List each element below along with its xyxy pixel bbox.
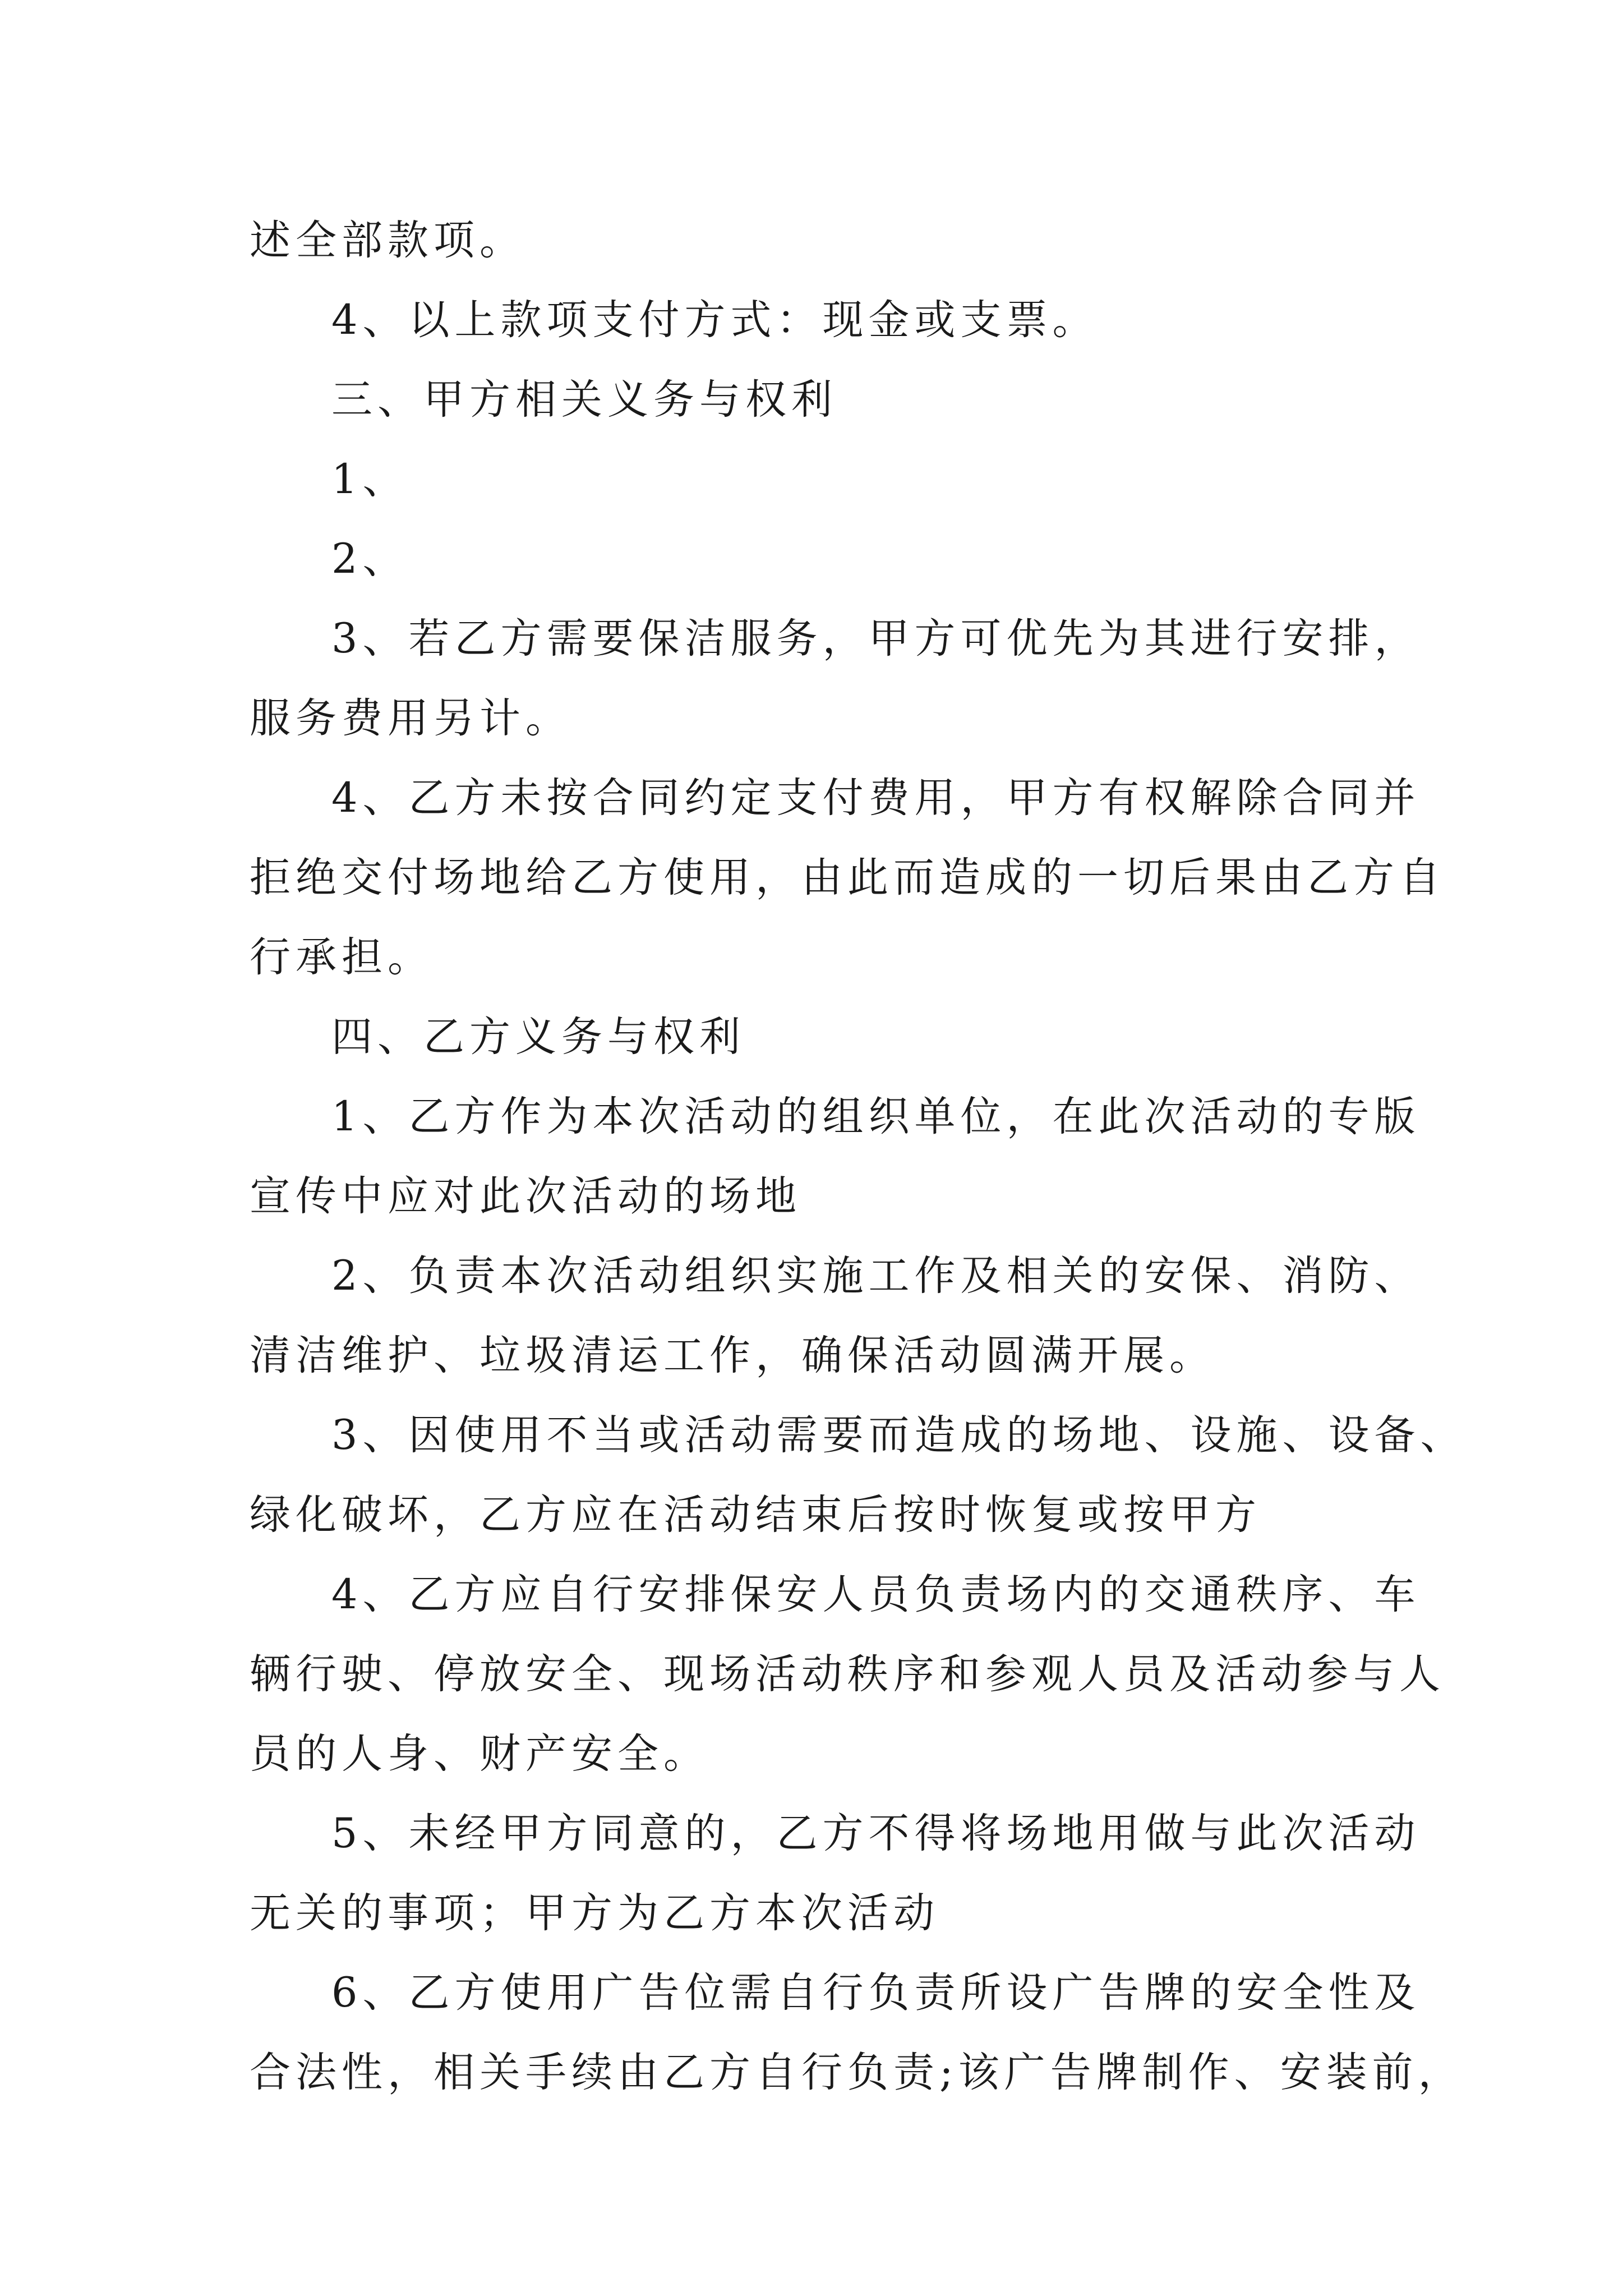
text-line-7: 服务费用另计。 — [250, 694, 571, 742]
text-line-21: 5、未经甲方同意的，乙方不得将场地用做与此次活动 — [331, 1810, 1421, 1857]
text-line-17: 绿化破坏，乙方应在活动结束后按时恢复或按甲方 — [250, 1491, 1261, 1539]
text-line-22: 无关的事项；甲方为乙方本次活动 — [250, 1889, 939, 1937]
text-line-14: 2、负责本次活动组织实施工作及相关的安保、消防、 — [331, 1252, 1421, 1300]
section-heading-4: 四、乙方义务与权利 — [331, 1013, 745, 1061]
text-line-19: 辆行驶、停放安全、现场活动秩序和参观人员及活动参与人 — [250, 1650, 1445, 1698]
section-heading-3: 三、甲方相关义务与权利 — [331, 376, 837, 424]
text-line-2: 4、以上款项支付方式：现金或支票。 — [331, 296, 1099, 344]
text-line-1: 述全部款项。 — [250, 217, 525, 264]
text-line-18: 4、乙方应自行安排保安人员负责场内的交通秩序、车 — [331, 1571, 1421, 1618]
text-line-16: 3、因使用不当或活动需要而造成的场地、设施、设备、 — [331, 1411, 1467, 1459]
text-line-9: 拒绝交付场地给乙方使用，由此而造成的一切后果由乙方自 — [250, 854, 1445, 901]
text-line-13: 宣传中应对此次活动的场地 — [250, 1172, 801, 1220]
text-line-15: 清洁维护、垃圾清运工作，确保活动圆满开展。 — [250, 1332, 1215, 1379]
text-line-6: 3、若乙方需要保洁服务，甲方可优先为其进行安排， — [331, 615, 1421, 662]
text-line-12: 1、乙方作为本次活动的组织单位，在此次活动的专版 — [331, 1093, 1421, 1140]
text-line-4: 1、 — [331, 455, 409, 503]
text-line-8: 4、乙方未按合同约定支付费用，甲方有权解除合同并 — [331, 774, 1421, 822]
text-line-24: 合法性，相关手续由乙方自行负责;该广告牌制作、安装前， — [250, 2049, 1464, 2096]
text-line-5: 2、 — [331, 535, 409, 583]
text-line-23: 6、乙方使用广告位需自行负责所设广告牌的安全性及 — [331, 1969, 1421, 2017]
document-body — [250, 201, 1467, 2113]
text-line-10: 行承担。 — [250, 933, 434, 981]
text-line-20: 员的人身、财产安全。 — [250, 1730, 709, 1778]
